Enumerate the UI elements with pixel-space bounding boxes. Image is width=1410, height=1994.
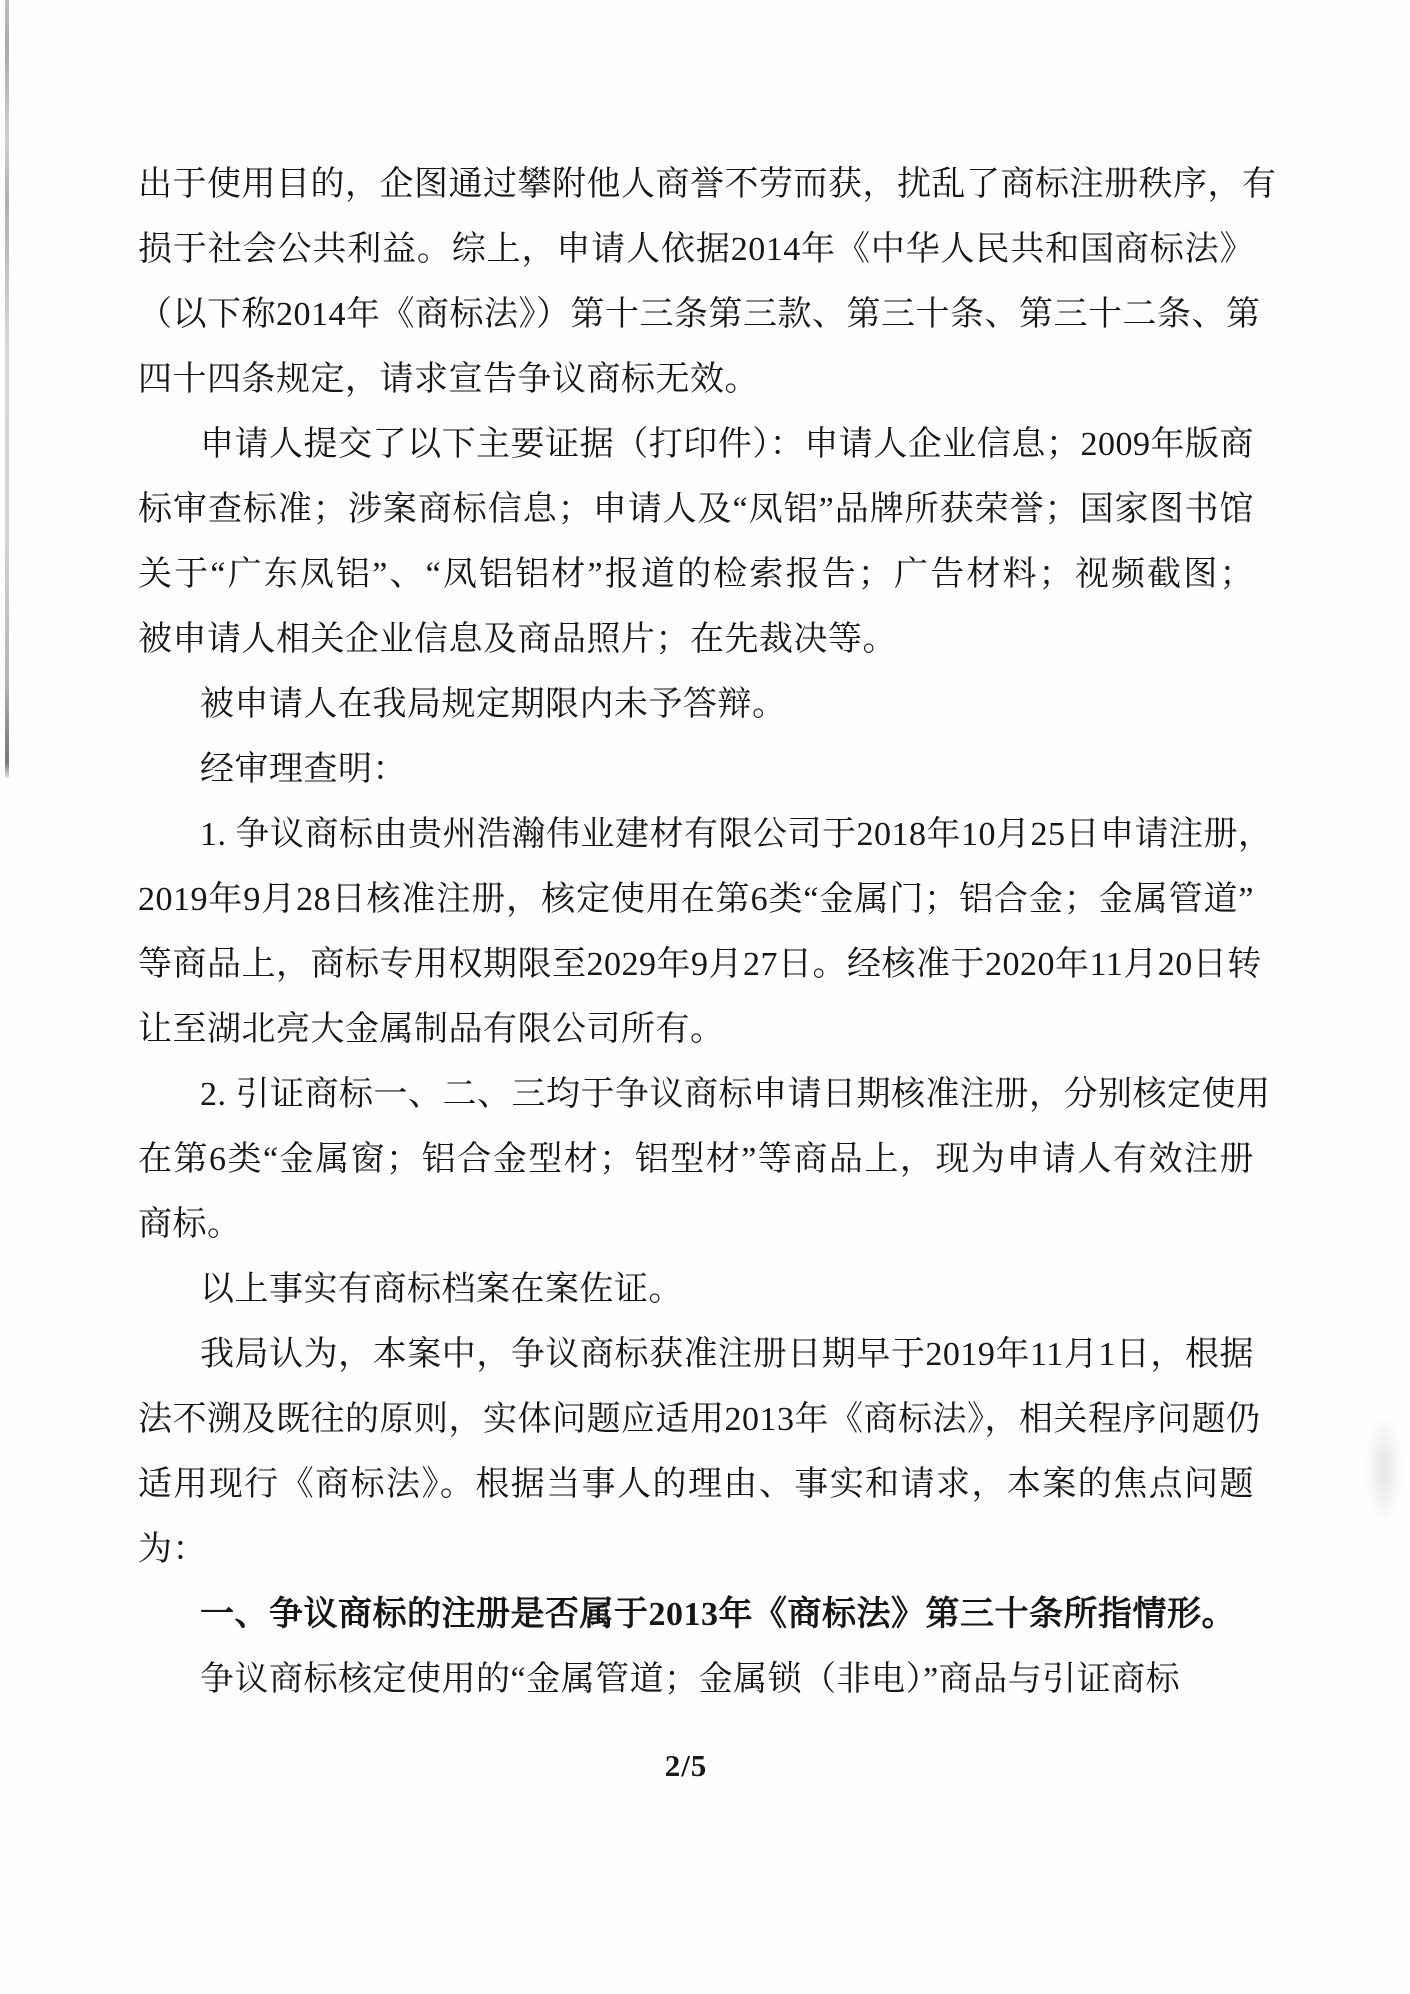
- paragraph-facts-evidenced: [138, 1257, 1254, 1322]
- text-line: 一、争议商标的注册是否属于2013年《商标法》第三十条所指情形。: [200, 1596, 1236, 1633]
- paragraph-finding-1: [138, 802, 1273, 1062]
- text-line: 经审理查明：: [200, 751, 407, 788]
- text-line: 2019年9月28日核准注册，核定使用在第6类“金属门；铝合金；金属管道”: [138, 881, 1254, 918]
- text-line: 法不溯及既往的原则，实体问题应适用2013年《商标法》，相关程序问题仍: [138, 1401, 1261, 1438]
- text-line: 出于使用目的，企图通过攀附他人商誉不劳而获，扰乱了商标注册秩序，有: [138, 166, 1277, 203]
- text-line: 损于社会公共利益。综上，申请人依据2014年《中华人民共和国商标法》: [138, 231, 1254, 268]
- paragraph-issue-body: [138, 1647, 1254, 1712]
- text-line: 让至湖北亮大金属制品有限公司所有。: [138, 1011, 725, 1048]
- text-line: 关于“广东凤铝”、“凤铝铝材”报道的检索报告；广告材料；视频截图；: [138, 556, 1254, 593]
- text-line: 被申请人在我局规定期限内未予答辩。: [200, 686, 787, 723]
- text-line: 商标。: [138, 1206, 242, 1243]
- paragraph-opinion: [138, 1322, 1261, 1582]
- paragraph-finding-2: [138, 1062, 1271, 1257]
- text-line: 四十四条规定，请求宣告争议商标无效。: [138, 361, 759, 398]
- text-line: 在第6类“金属窗；铝合金型材；铝型材”等商品上，现为申请人有效注册: [138, 1141, 1254, 1178]
- text-line: 申请人提交了以下主要证据（打印件）：申请人企业信息；2009年版商: [200, 426, 1254, 463]
- document-body: [138, 152, 1277, 1712]
- text-line: 1. 争议商标由贵州浩瀚伟业建材有限公司于2018年10月25日申请注册，: [200, 816, 1273, 853]
- paragraph-findings-header: [138, 737, 1254, 802]
- text-line: 2. 引证商标一、二、三均于争议商标申请日期核准注册，分别核定使用: [200, 1076, 1271, 1113]
- paragraph-evidence: [138, 412, 1254, 672]
- paragraph-issue-heading: [138, 1582, 1254, 1647]
- text-line: 争议商标核定使用的“金属管道；金属锁（非电）”商品与引证商标: [200, 1661, 1181, 1698]
- scan-smudge: [1358, 1395, 1410, 1545]
- text-line: （以下称2014年《商标法》）第十三条第三款、第三十条、第三十二条、第: [138, 296, 1261, 333]
- text-line: 我局认为，本案中，争议商标获准注册日期早于2019年11月1日，根据: [200, 1336, 1254, 1373]
- page-number: 2/5: [664, 1748, 708, 1783]
- scan-artifact-line: [5, 0, 9, 778]
- paragraph-continuation: [138, 152, 1277, 412]
- text-line: 被申请人相关企业信息及商品照片；在先裁决等。: [138, 621, 897, 658]
- paragraph-no-reply: [138, 672, 1254, 737]
- text-line: 以上事实有商标档案在案佐证。: [200, 1271, 683, 1308]
- text-line: 为：: [138, 1531, 207, 1568]
- text-line: 标审查标准；涉案商标信息；申请人及“凤铝”品牌所获荣誉；国家图书馆: [138, 491, 1254, 528]
- text-line: 等商品上，商标专用权期限至2029年9月27日。经核准于2020年11月20日转: [138, 946, 1262, 983]
- text-line: 适用现行《商标法》。根据当事人的理由、事实和请求，本案的焦点问题: [138, 1466, 1254, 1503]
